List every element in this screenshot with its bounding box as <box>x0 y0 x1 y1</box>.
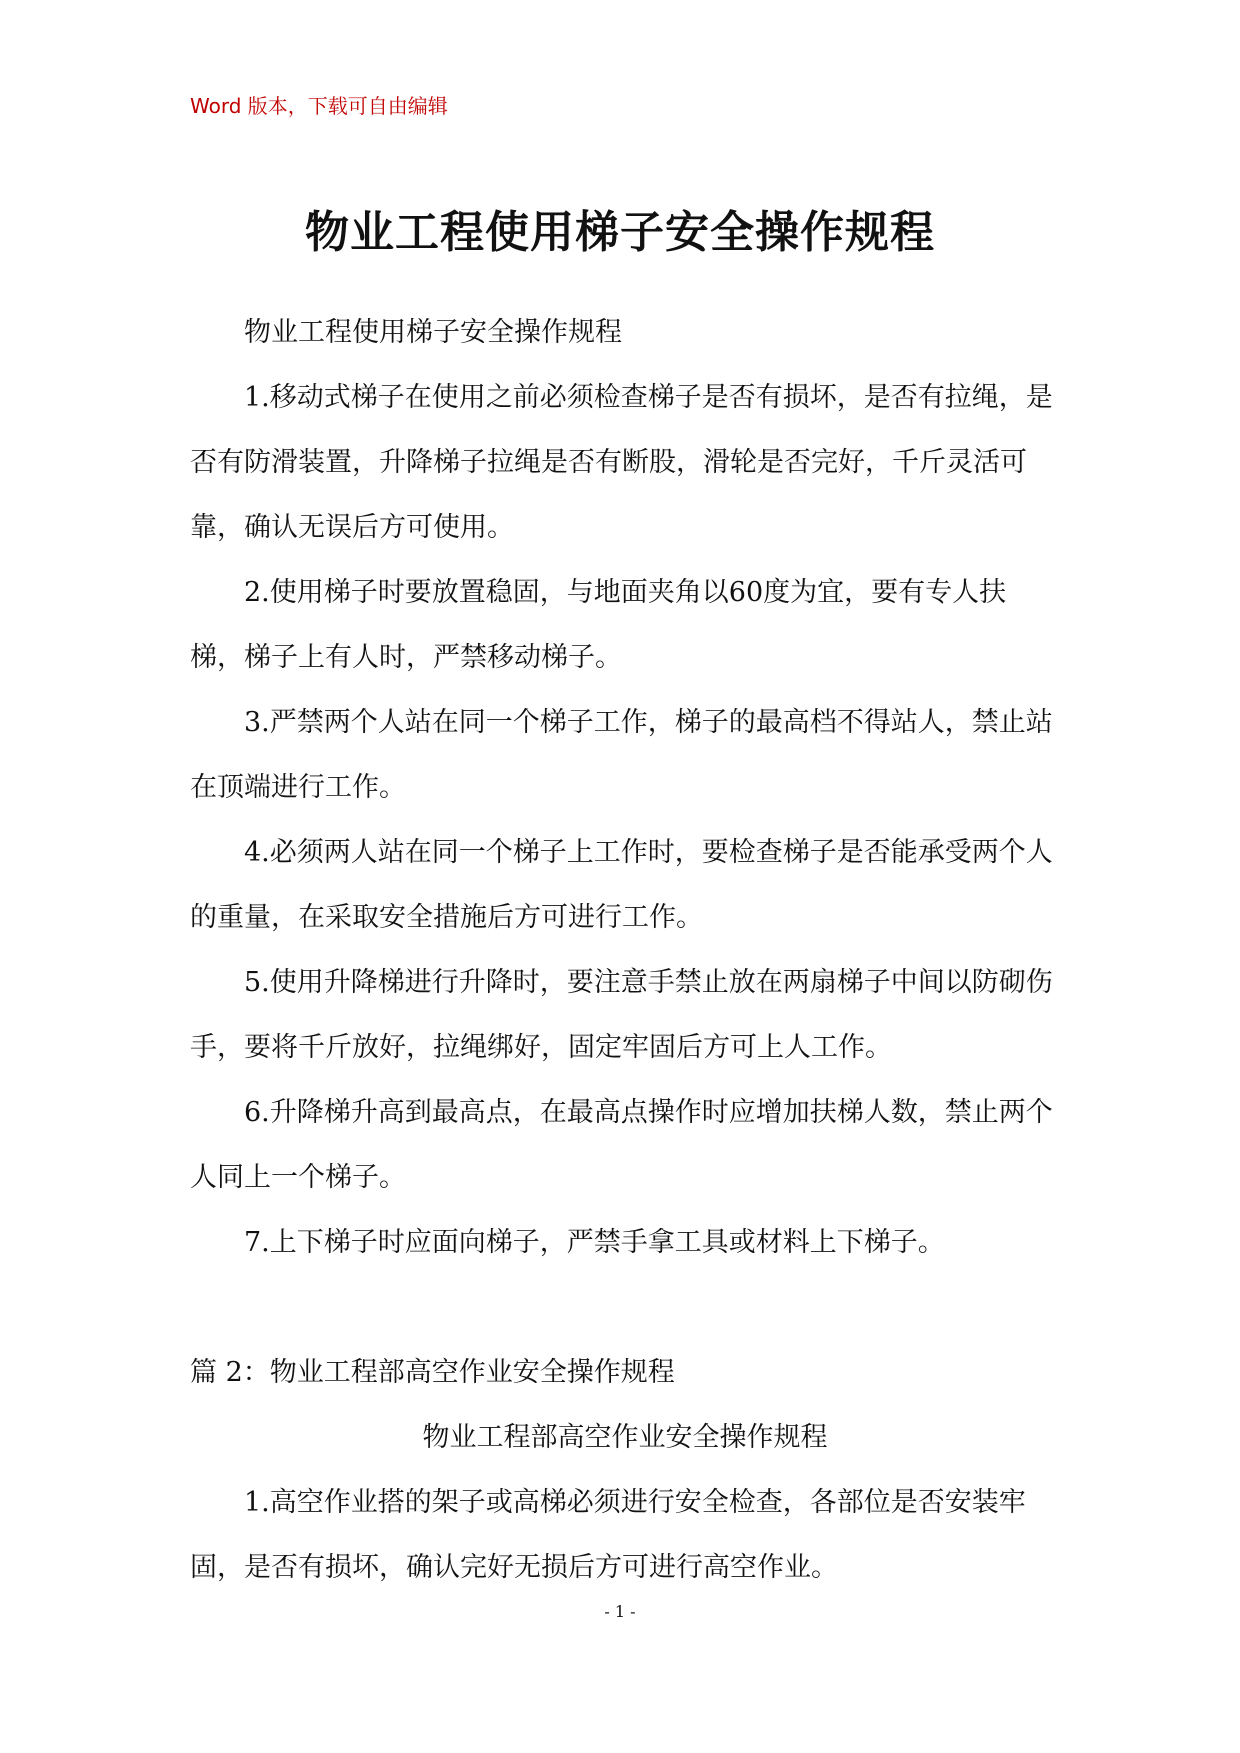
section2-heading: 篇 2：物业工程部高空作业安全操作规程 <box>190 1357 675 1388</box>
section1-subtitle: 物业工程使用梯子安全操作规程 <box>244 317 622 348</box>
section1-item-1: 1.移动式梯子在使用之前必须检查梯子是否有损坏，是否有拉绳，是否有防滑装置，升降梯子拉绳是否有断股，滑轮是否完好，千斤灵活可靠，确认无误后方可使用。 <box>190 382 1053 543</box>
section-gap <box>190 1275 1060 1340</box>
section1-item-4: 4.必须两人站在同一个梯子上工作时，要检查梯子是否能承受两个人的重量，在采取安全措施后方可进行工作。 <box>190 837 1053 933</box>
watermark-text: Word 版本，下载可自由编辑 <box>190 94 448 118</box>
section2-subtitle: 物业工程部高空作业安全操作规程 <box>422 1422 828 1453</box>
section1-item-3: 3.严禁两个人站在同一个梯子工作，梯子的最高档不得站人，禁止站在顶端进行工作。 <box>190 707 1053 803</box>
section2-item-1: 1.高空作业搭的架子或高梯必须进行安全检查，各部位是否安装牢固，是否有损坏，确认完好无损后方可进行高空作业。 <box>190 1487 1026 1583</box>
section1-item-2: 2.使用梯子时要放置稳固，与地面夹角以60度为宜，要有专人扶梯，梯子上有人时，严禁移动梯子。 <box>190 577 1007 673</box>
page-number: - 1 - <box>604 1602 636 1621</box>
section1-item-7: 7.上下梯子时应面向梯子，严禁手拿工具或材料上下梯子。 <box>244 1227 945 1258</box>
document-body <box>190 300 1060 1600</box>
document-title: 物业工程使用梯子安全操作规程 <box>305 207 935 258</box>
section1-item-6: 6.升降梯升高到最高点，在最高点操作时应增加扶梯人数，禁止两个人同上一个梯子。 <box>190 1097 1053 1193</box>
section1-item-5: 5.使用升降梯进行升降时，要注意手禁止放在两扇梯子中间以防砌伤手，要将千斤放好，拉绳绑好，固定牢固后方可上人工作。 <box>190 967 1053 1063</box>
